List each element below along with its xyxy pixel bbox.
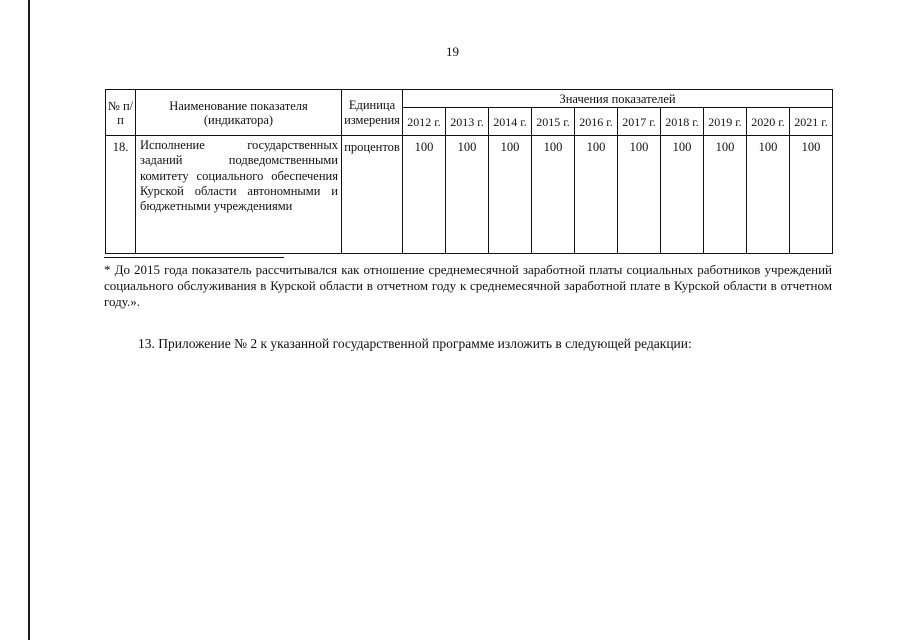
header-year: 2019 г. (704, 108, 747, 136)
row-value: 100 (446, 136, 489, 254)
row-value: 100 (618, 136, 661, 254)
scan-edge-line (28, 0, 30, 640)
row-value: 100 (790, 136, 833, 254)
amendment-paragraph: 13. Приложение № 2 к указанной государственной программе изложить в следующей редакции: (138, 336, 692, 351)
header-year: 2016 г. (575, 108, 618, 136)
header-year: 2017 г. (618, 108, 661, 136)
row-value: 100 (489, 136, 532, 254)
header-year: 2018 г. (661, 108, 704, 136)
row-no: 18. (106, 136, 136, 254)
header-values-group: Значения показателей (403, 90, 833, 108)
header-year: 2020 г. (747, 108, 790, 136)
row-value: 100 (747, 136, 790, 254)
row-value: 100 (403, 136, 446, 254)
header-year: 2014 г. (489, 108, 532, 136)
header-unit: Единица измерения (342, 90, 403, 136)
header-year: 2012 г. (403, 108, 446, 136)
indicators-table (105, 89, 833, 254)
row-unit: процентов (342, 136, 403, 254)
table-row (106, 136, 833, 254)
row-value: 100 (661, 136, 704, 254)
header-year: 2013 г. (446, 108, 489, 136)
row-name: Исполнение государственных заданий подведомственными комитету социального обеспечения Курской области автономными и бюджетными учреждениями (136, 136, 342, 254)
row-value: 100 (575, 136, 618, 254)
header-year: 2021 г. (790, 108, 833, 136)
page-number: 19 (446, 44, 459, 59)
header-name: Наименование показателя (индикатора) (136, 90, 342, 136)
row-value: 100 (532, 136, 575, 254)
header-year: 2015 г. (532, 108, 575, 136)
row-value: 100 (704, 136, 747, 254)
footnote-text: * До 2015 года показатель рассчитывался как отношение среднемесячной заработной платы социальных работников учреждений социального обслуживания в Курской области в отчетном году к среднемесячной заработной плате в Курской области в отчетном году.». (104, 262, 832, 309)
footnote-separator (104, 257, 284, 258)
header-no: № п/п (106, 90, 136, 136)
